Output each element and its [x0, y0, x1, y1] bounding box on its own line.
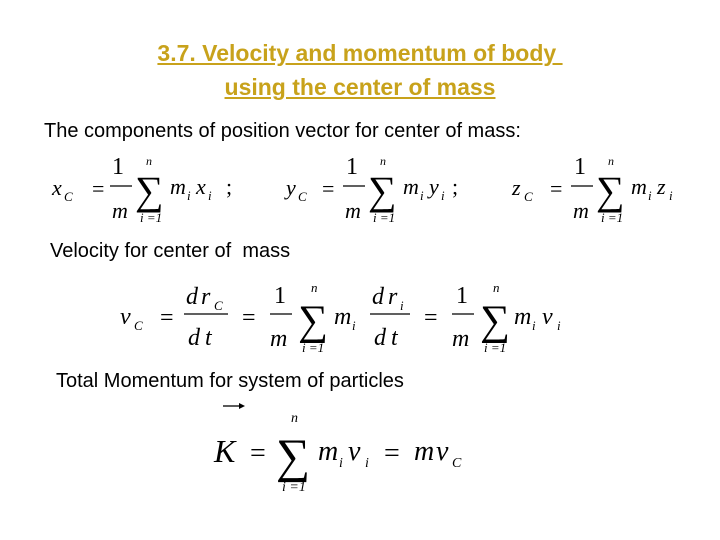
var-r: r	[388, 284, 398, 310]
equals-sign: =	[92, 176, 105, 201]
sub-c: C	[298, 189, 307, 204]
title-line-1: 3.7. Velocity and momentum of body	[157, 40, 563, 66]
var-v: v	[348, 436, 361, 467]
sub-i: i	[187, 188, 191, 203]
var-x: x	[52, 175, 62, 200]
sigma-symbol: ∑	[276, 430, 311, 483]
sigma-symbol: ∑	[298, 298, 328, 344]
position-heading: The components of position vector for center of mass:	[44, 120, 521, 142]
sum-upper-n: n	[291, 411, 298, 426]
var-z: z	[512, 175, 521, 200]
var-d: d	[372, 284, 384, 310]
sum-upper-n: n	[311, 280, 318, 295]
semicolon: ;	[226, 174, 233, 199]
numerator-one: 1	[112, 154, 124, 180]
semicolon: ;	[452, 174, 459, 199]
sum-upper-n: n	[493, 280, 500, 295]
sub-i: i	[669, 188, 673, 203]
formula-xc	[51, 154, 232, 225]
denominator-m: m	[112, 198, 128, 223]
sigma-symbol: ∑	[596, 168, 625, 213]
equals-sign: =	[160, 305, 174, 331]
sigma-symbol: ∑	[368, 168, 397, 213]
var-t: t	[205, 325, 212, 351]
var-r: r	[201, 284, 211, 310]
formula-velocity	[120, 280, 561, 355]
var-y: y	[286, 175, 296, 200]
sub-i: i	[365, 456, 369, 471]
equals-sign: =	[550, 176, 563, 201]
equals-sign: =	[322, 176, 335, 201]
sub-i: i	[400, 298, 404, 313]
var-m: m	[318, 436, 339, 467]
numerator-one: 1	[574, 154, 586, 180]
sub-i: i	[420, 188, 424, 203]
equals-sign: =	[242, 305, 256, 331]
numerator-one: 1	[346, 154, 358, 180]
var-d: d	[188, 325, 200, 351]
sub-i: i	[339, 456, 343, 471]
sub-i: i	[648, 188, 652, 203]
sigma-symbol: ∑	[480, 298, 510, 344]
sub-i: i	[441, 188, 445, 203]
sub-c: C	[134, 318, 143, 333]
sum-lower: i =1	[373, 210, 396, 225]
var-v: v	[436, 436, 449, 467]
equals-sign: =	[250, 438, 266, 469]
equals-sign: =	[384, 438, 400, 469]
sum-lower: i =1	[601, 210, 624, 225]
var-m: m	[514, 304, 532, 330]
numerator-one: 1	[456, 283, 468, 309]
sum-lower: i =1	[140, 210, 163, 225]
formula-zc	[511, 154, 673, 225]
denominator-m: m	[345, 198, 361, 223]
momentum-heading: Total Momentum for system of particles	[56, 370, 404, 392]
sub-c: C	[452, 456, 462, 471]
sum-upper-n: n	[380, 154, 386, 168]
sub-i: i	[532, 318, 536, 333]
var-y: y	[429, 174, 439, 199]
formula-yc	[284, 154, 458, 225]
var-v: v	[120, 304, 131, 330]
denominator-m: m	[452, 326, 470, 352]
var-x: x	[196, 174, 206, 199]
var-m: m	[403, 174, 419, 199]
sub-c: C	[214, 298, 223, 313]
sub-i: i	[557, 318, 561, 333]
var-d: d	[374, 325, 386, 351]
var-v: v	[542, 304, 553, 330]
sub-c: C	[64, 189, 73, 204]
var-m: m	[334, 304, 352, 330]
formula-momentum	[213, 403, 462, 495]
denominator-m: m	[270, 326, 288, 352]
sub-c: C	[524, 189, 533, 204]
sum-lower: i =1	[282, 480, 306, 495]
velocity-heading: Velocity for center of mass	[50, 240, 291, 262]
var-d: d	[186, 284, 198, 310]
vector-arrow-head	[239, 403, 245, 409]
equals-sign: =	[424, 305, 438, 331]
var-t: t	[391, 325, 398, 351]
sub-i: i	[352, 318, 356, 333]
numerator-one: 1	[274, 283, 286, 309]
var-z: z	[657, 174, 666, 199]
var-m: m	[414, 436, 435, 467]
var-m: m	[631, 174, 647, 199]
sum-upper-n: n	[146, 154, 152, 168]
sum-upper-n: n	[608, 154, 614, 168]
var-m: m	[170, 174, 186, 199]
sum-lower: i =1	[302, 340, 325, 355]
sub-i: i	[208, 188, 212, 203]
sigma-symbol: ∑	[135, 168, 164, 213]
var-k: K	[214, 433, 236, 469]
denominator-m: m	[573, 198, 589, 223]
sum-lower: i =1	[484, 340, 507, 355]
title-line-2: using the center of mass	[224, 74, 496, 100]
